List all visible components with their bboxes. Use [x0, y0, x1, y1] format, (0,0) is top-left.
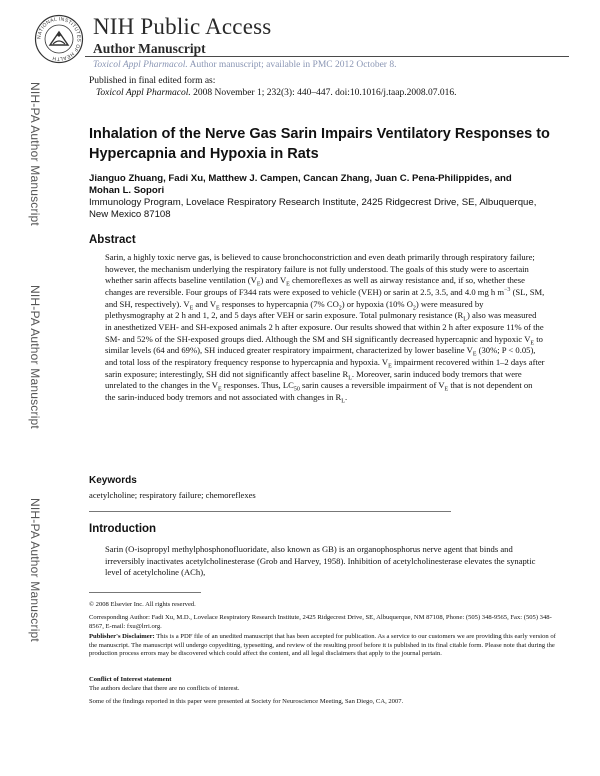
corresponding-author: Corresponding Author: Fadi Xu, M.D., Lovelace Respiratory Research Institute, 2425 Ridgecrest Drive, SE, Albuquerque, NM 87108, Phone: (505) 348-9565, Fax: (505) 348-8567, E-mail: fxu@lrri.org.	[89, 614, 552, 630]
logo-ring-text: NATIONAL INSTITUTES OF HEALTH	[36, 16, 82, 62]
side-label-bottom: NIH-PA Author Manuscript	[28, 498, 42, 642]
logo-inner-ring	[45, 25, 73, 53]
nih-logo	[34, 14, 84, 64]
side-label-middle: NIH-PA Author Manuscript	[28, 285, 42, 429]
keywords-divider	[89, 511, 451, 512]
citation-details: 2008 November 1; 232(3): 440–447. doi:10.1016/j.taap.2008.07.016.	[190, 88, 457, 98]
journal-name: Toxicol Appl Pharmacol.	[93, 60, 188, 70]
footnote-divider	[89, 592, 201, 593]
findings-note: Some of the findings reported in this paper were presented at Society for Neuroscience Meeting, San Diego, CA, 2007.	[89, 698, 404, 705]
introduction-text: Sarin (O-isopropyl methylphosphonofluoridate, also known as GB) is an organophosphorus nerve agent that binds and irreversibly inactivates acetylcholinesterase (Grob and Harvey, 1958). Inhibition of acetylcholinesterase elevates the synaptic level of acetylcholine (ACh),	[105, 544, 536, 578]
article-title: Inhalation of the Nerve Gas Sarin Impairs Ventilatory Responses to Hypercapnia and Hypoxia in Rats	[89, 126, 550, 162]
side-label-top: NIH-PA Author Manuscript	[28, 82, 42, 226]
author-manuscript-subtitle: Author Manuscript	[93, 41, 206, 56]
header-divider	[85, 56, 569, 57]
affiliation: Immunology Program, Lovelace Respiratory Research Institute, 2425 Ridgecrest Drive, SE, Albuquerque, New Mexico 87108	[89, 197, 537, 221]
nih-public-access-title: NIH Public Access	[93, 14, 272, 39]
keywords-heading: Keywords	[89, 475, 137, 486]
publisher-disclaimer	[89, 633, 557, 659]
abstract-heading: Abstract	[89, 234, 136, 246]
logo-outer-ring	[36, 16, 83, 63]
disclaimer-label: Publisher's Disclaimer:	[89, 633, 155, 640]
abstract-text: Sarin, a highly toxic nerve gas, is believed to cause bronchoconstriction and even death primarily through respiratory failure; however, the mechanism underlying the respiratory failure is not fully understood. The goals of this study were to ascertain whether sarin affects baseline ventilation $(V_E)$ and $V_E$ chemoreflexes as well as airway resistance and, if so, whether these changes are reversible. Four groups of F344 rats were exposed to vehicle (VEH) or sarin at 2.5, 3.5, and 4.0 mg h $m^{-3}$ (SL, SM, and SH, respectively). $V_E$ and $V_E$ responses to hypercapnia (7% $CO_2$) or hypoxia (10% $O_2$) were measured by plethysmography at 2 h and 1, 2, and 5 days after VEH or sarin exposure. Total pulmonary resistance $(R_L)$ also was measured in anesthetized VEH- and SH-exposed animals 2 h after exposure. Our results showed that within 2 h after exposure 11% of the SM- and 52% of the SH-exposed groups died. Although the SM and SH significantly decreased hypercapnic and hypoxic $V_E$ to similar levels (64 and 69%), SH induced greater respiratory impairment, characterized by lower baseline $V_E$ (30%; P < 0.05), and total loss of the respiratory frequency response to hypercapnia and hypoxia. $V_E$ impairment recovered within 1–2 days after sarin exposure; interestingly, SH did not significantly affect baseline $R_L$. Moreover, sarin induced body tremors that were unrelated to the changes in the $V_E$ responses. Thus, $LC_{50}$ sarin causes a reversible impairment of $V_E$ that is not dependent on the sarin-induced body tremors and not associated with changes in $R_L$.	[105, 252, 545, 405]
disclaimer-text: This is a PDF file of an unedited manuscript that has been accepted for publication. As a service to our customers we are providing this early version of the manuscript. The manuscript will undergo copyediting, typesetting, and review of the resulting proof before it is published in its final citable form. Please note that during the production process errors may be discovered which could affect the content, and all legal disclaimers that apply to the journal pertain.	[89, 633, 556, 658]
author-list: Jianguo Zhuang, Fadi Xu, Matthew J. Campen, Cancan Zhang, Juan C. Pena-Philippides, and Mohan L. Sopori	[89, 173, 512, 197]
published-label: Published in final edited form as:	[89, 76, 216, 86]
journal-availability-line	[93, 60, 396, 70]
availability-text: Author manuscript; available in PMC 2012 October 8.	[187, 60, 397, 70]
published-citation	[96, 88, 456, 98]
conflict-statement: The authors declare that there are no conflicts of interest.	[89, 685, 240, 692]
conflict-heading: Conflict of Interest statement	[89, 676, 172, 683]
copyright-notice: © 2008 Elsevier Inc. All rights reserved.	[89, 601, 196, 608]
keywords-text: acetylcholine; respiratory failure; chemoreflexes	[89, 490, 256, 500]
introduction-heading: Introduction	[89, 523, 157, 535]
citation-journal: Toxicol Appl Pharmacol.	[96, 88, 191, 98]
